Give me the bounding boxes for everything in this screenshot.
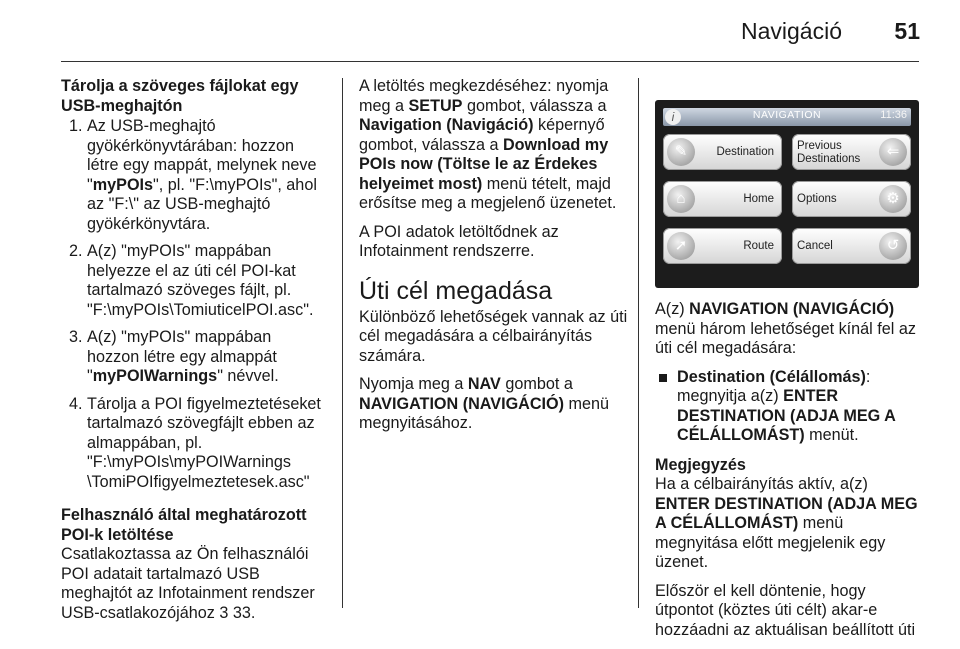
clock: 11:36 (880, 109, 907, 121)
step-text: Tárolja a POI figyelmeztetéseket tartalmazó szövegfájlt ebben az almappában, pl. "F:\myPOIs\myPOIWarnings \TomiPOIfigyelmeztetesek.asc" (87, 394, 321, 491)
home-icon: ⌂ (667, 185, 695, 213)
destination-button[interactable] (663, 134, 782, 170)
home-label: Home (743, 193, 774, 205)
heading-user-poi: Felhasználó által meghatározott POI-k letöltése (61, 506, 307, 544)
list-item (61, 395, 327, 493)
info-icon[interactable]: i (665, 109, 681, 125)
list-item (61, 242, 327, 320)
nav-title: NAVIGATION (752, 109, 822, 121)
home-button[interactable] (663, 181, 782, 217)
route-button[interactable] (663, 228, 782, 264)
page-number: 51 (894, 18, 920, 44)
column-2 (359, 77, 635, 443)
column-divider-1 (342, 78, 343, 608)
column-3 (655, 300, 927, 649)
header-divider (61, 61, 919, 62)
cancel-button[interactable] (792, 228, 911, 264)
paragraph-options: Különböző lehetőségek vannak az úti cél megadására a célbairányítás számára. (359, 307, 628, 365)
cancel-icon: ↺ (879, 232, 907, 260)
note-heading: Megjegyzés (655, 455, 746, 474)
navigation-screen-figure (655, 100, 919, 288)
step-text: Az USB-meghajtó gyökérkönyvtárában: hozzon létre egy mappát, melynek neve "myPOIs", pl. "F:\myPOIs", ahol az "F:\" az USB-meghajtó gyökérkönyvtára. (87, 117, 317, 233)
paragraph-connect-usb: Csatlakoztassa az Ön felhasználói POI adatait tartalmazó USB meghajtót az Infotainment rendszer USB-csatlakozójához 3 33. (61, 545, 315, 622)
step-number: 1. (69, 117, 83, 135)
list-item (61, 328, 327, 387)
step-number: 2. (69, 242, 83, 260)
previous-destinations-label: Previous Destinations (797, 140, 861, 165)
list-item (655, 368, 927, 446)
destination-label: Destination (716, 146, 774, 158)
heading-destination-entry: Úti cél megadása (359, 276, 553, 305)
paragraph-press-nav: Nyomja meg a NAV gombot a NAVIGATION (NAVIGÁCIÓ) menü megnyitásához. (359, 375, 610, 432)
page-reference-link[interactable]: 3 33. (219, 603, 256, 622)
column-divider-2 (638, 78, 639, 608)
column-1 (61, 77, 327, 632)
step-number: 3. (69, 328, 83, 346)
previous-destinations-button[interactable] (792, 134, 911, 170)
step-text: A(z) "myPOIs" mappában helyezze el az úti cél POI-kat tartalmazó szöveges fájlt, pl. "F:\myPOIs\TomiuticelPOI.asc". (87, 242, 314, 319)
steps-list (61, 117, 327, 492)
paragraph-download-result: A POI adatok letöltődnek az Infotainment rendszerre. (359, 222, 559, 260)
page-header (0, 0, 960, 62)
options-icon: ⚙ (879, 185, 907, 213)
step-text: A(z) "myPOIs" mappában hozzon létre egy almappát "myPOIWarnings" névvel. (87, 328, 279, 385)
note-text: Ha a célbairányítás aktív, a(z) ENTER DESTINATION (ADJA MEG A CÉLÁLLOMÁST) menü megnyitása előtt megjelenik egy üzenet. (655, 475, 918, 571)
options-label: Options (797, 193, 837, 205)
paragraph-nav-menu: A(z) NAVIGATION (NAVIGÁCIÓ) menü három lehetőséget kínál fel az úti cél megadására: (655, 300, 916, 357)
route-label: Route (743, 240, 774, 252)
history-icon: ⇐ (879, 138, 907, 166)
paragraph-waypoint: Először el kell döntenie, hogy útpontot (köztes úti célt) akar-e hozzáadni az aktuálisan beállított úti (655, 581, 916, 639)
section-title: Navigáció (741, 18, 842, 44)
heading-usb-store: Tárolja a szöveges fájlokat egy USB-meghajtón (61, 77, 299, 115)
route-icon: ➚ (667, 232, 695, 260)
bullet-text: Destination (Célállomás): megnyitja a(z) ENTER DESTINATION (ADJA MEG A CÉLÁLLOMÁST) menüt. (677, 367, 896, 444)
destination-icon: ✎ (667, 138, 695, 166)
nav-title-bar (663, 108, 911, 126)
step-number: 4. (69, 394, 83, 413)
bullet-square-icon (659, 374, 667, 382)
list-item (61, 117, 327, 234)
options-button[interactable] (792, 181, 911, 217)
paragraph-download-start: A letöltés megkezdéséhez: nyomja meg a SETUP gombot, válassza a Navigation (Navigáció) képernyő gombot, válassza a Download my POIs now (Töltse le az Érdekes helyeimet most) menü tételt, majd erősítse meg a megjelenő üzenetet. (359, 77, 617, 212)
cancel-label: Cancel (797, 240, 833, 252)
